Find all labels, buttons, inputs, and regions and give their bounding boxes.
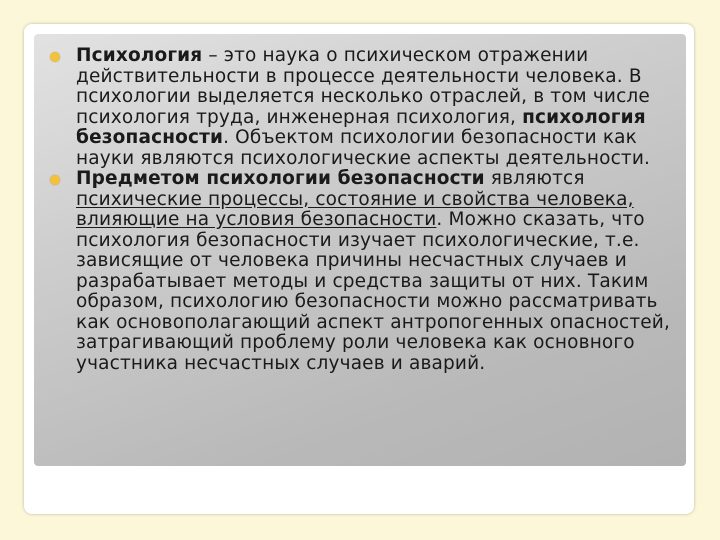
term-psychology: Психология bbox=[76, 45, 203, 66]
bullet-2-text-b: . Можно сказать, что психология безопасности изучает психологические, т.е. зависящие от человека причины несчастных случаев и разрабатывает методы и средства защиты от них. Таким образом, психологию безопасности можно рассматривать как основополагающий аспект антропогенных опасностей, затрагивающий проблему роли человека как основного участника несчастных случаев и аварий. bbox=[76, 209, 670, 374]
bullet-1-text-b: . Объектом психологии безопасности как науки являются психологические аспекты деятельности. bbox=[76, 127, 651, 169]
bullet-item-1 bbox=[50, 46, 680, 169]
underlined-definition: психические процессы, состояние и свойства человека, влияющие на условия безопасности bbox=[76, 188, 634, 230]
bullet-dot-icon bbox=[50, 175, 60, 185]
bullet-item-2 bbox=[50, 169, 680, 374]
term-safety-psychology: психология безопасности bbox=[76, 106, 646, 148]
term-subject: Предметом психологии безопасности bbox=[76, 168, 485, 189]
bullet-dot-icon bbox=[50, 52, 60, 62]
slide-body bbox=[50, 46, 680, 374]
bullet-2-text-a: являются bbox=[484, 168, 585, 189]
bullet-1-text-a: – это наука о психическом отражении действительности в процессе деятельности человека. В психологии выделяется несколько отраслей, в том числе психология труда, инженерная психология, bbox=[76, 45, 650, 128]
